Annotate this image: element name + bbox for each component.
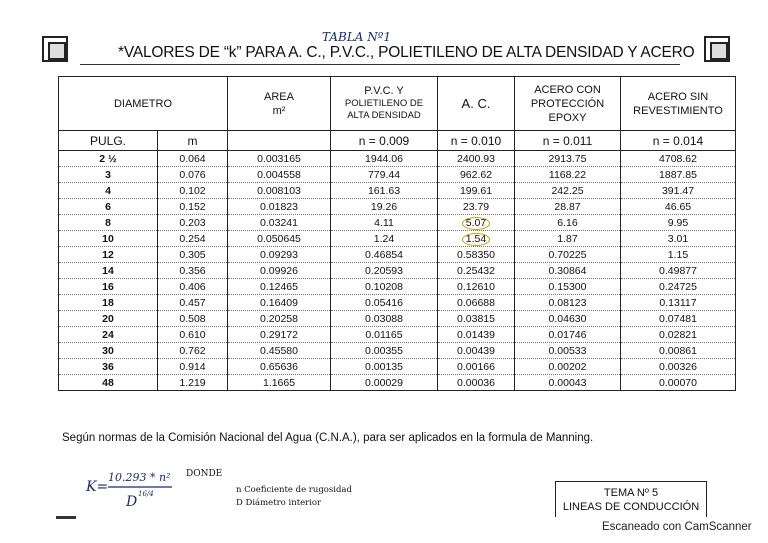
cell-acero-sin: 0.24725 [621, 279, 736, 295]
cell-acero-con: 0.15300 [515, 279, 621, 295]
cell-acero-sin: 9.95 [621, 215, 736, 231]
cell-pulg: 2 ½ [59, 151, 158, 167]
cell-pvc: 0.01165 [331, 327, 438, 343]
cell-area: 0.050645 [228, 231, 331, 247]
cell-pvc: 0.46854 [331, 247, 438, 263]
cell-area: 0.008103 [228, 183, 331, 199]
formula-numerator: 10.293 * n² [108, 471, 171, 484]
cell-m: 0.102 [158, 183, 228, 199]
cell-pvc: 161.63 [331, 183, 438, 199]
cell-ac: 0.00166 [438, 359, 515, 375]
title-underline [80, 64, 680, 65]
subheader-n-acero-con: n = 0.011 [515, 131, 621, 151]
formula-lhs: K= [86, 479, 109, 495]
cell-pulg: 12 [59, 247, 158, 263]
cell-acero-con: 242.25 [515, 183, 621, 199]
cell-acero-con: 2913.75 [515, 151, 621, 167]
cell-m: 0.762 [158, 343, 228, 359]
cell-acero-con: 0.01746 [515, 327, 621, 343]
cell-pvc: 0.00029 [331, 375, 438, 391]
cell-acero-sin: 46.65 [621, 199, 736, 215]
cell-acero-con: 0.00202 [515, 359, 621, 375]
cell-m: 0.076 [158, 167, 228, 183]
cell-acero-con: 28.87 [515, 199, 621, 215]
cell-m: 0.152 [158, 199, 228, 215]
cell-ac: 0.25432 [438, 263, 515, 279]
definition-d: D Diámetro interior [236, 498, 322, 508]
cell-acero-sin: 3.01 [621, 231, 736, 247]
cell-m: 0.610 [158, 327, 228, 343]
cell-pulg: 10 [59, 231, 158, 247]
cell-ac: 2400.93 [438, 151, 515, 167]
formula-exponent: 16/4 [138, 490, 154, 498]
cell-ac: 0.12610 [438, 279, 515, 295]
table-row [59, 167, 736, 183]
subheader-n-acero-sin: n = 0.014 [621, 131, 736, 151]
header-diametro: DIAMETRO [59, 77, 228, 131]
table-row [59, 247, 736, 263]
subheader-blank [228, 131, 331, 151]
header-acero-con: ACERO CON PROTECCIÓN EPOXY [515, 77, 621, 131]
tema-subject: LINEAS DE CONDUCCIÓN [562, 501, 700, 513]
cell-pvc: 0.00355 [331, 343, 438, 359]
table-row [59, 311, 736, 327]
cell-pvc: 0.00135 [331, 359, 438, 375]
cell-acero-sin: 4708.62 [621, 151, 736, 167]
cell-ac: 0.00439 [438, 343, 515, 359]
left-corner-icon [42, 36, 68, 62]
table-row [59, 295, 736, 311]
cell-m: 0.457 [158, 295, 228, 311]
subheader-n-pvc: n = 0.009 [331, 131, 438, 151]
k-values-table [58, 76, 736, 391]
table-row [59, 183, 736, 199]
cell-area: 0.09293 [228, 247, 331, 263]
circled-value: 5.07 [462, 217, 490, 230]
cell-pvc: 1944.06 [331, 151, 438, 167]
cell-ac: 0.01439 [438, 327, 515, 343]
page-title: *VALORES DE “k” PARA A. C., P.V.C., POLIETILENO DE ALTA DENSIDAD Y ACERO [118, 44, 695, 61]
tema-number: TEMA Nº 5 [603, 487, 659, 499]
cell-acero-sin: 1887.85 [621, 167, 736, 183]
cell-acero-con: 0.70225 [515, 247, 621, 263]
cell-acero-sin: 0.13117 [621, 295, 736, 311]
cell-area: 0.16409 [228, 295, 331, 311]
variable-definitions [236, 484, 352, 510]
cell-ac: 0.06688 [438, 295, 515, 311]
cell-area: 0.004558 [228, 167, 331, 183]
cell-area: 0.09926 [228, 263, 331, 279]
circled-value: 1.54 [462, 233, 490, 246]
cell-m: 0.064 [158, 151, 228, 167]
cell-acero-sin: 391.47 [621, 183, 736, 199]
cell-acero-sin: 1.15 [621, 247, 736, 263]
table-row [59, 359, 736, 375]
cna-note: Según normas de la Comisión Nacional del Agua (C.N.A.), para ser aplicados en la formula de Manning. [62, 432, 594, 444]
cell-m: 0.305 [158, 247, 228, 263]
cell-m: 0.356 [158, 263, 228, 279]
subheader-row [59, 131, 736, 151]
cell-ac: 23.79 [438, 199, 515, 215]
cell-pulg: 24 [59, 327, 158, 343]
cell-m: 1.219 [158, 375, 228, 391]
scan-edge-mark [56, 516, 76, 519]
cell-pvc: 0.20593 [331, 263, 438, 279]
subheader-m: m [158, 131, 228, 151]
cell-m: 0.914 [158, 359, 228, 375]
cell-area: 0.29172 [228, 327, 331, 343]
handwritten-header: TABLA Nº1 [322, 30, 392, 44]
cell-pvc: 0.03088 [331, 311, 438, 327]
cell-pulg: 30 [59, 343, 158, 359]
scanner-watermark: Escaneado con CamScanner [602, 521, 752, 533]
cell-area: 0.003165 [228, 151, 331, 167]
formula-denominator: D [126, 494, 138, 510]
tema-box [555, 481, 707, 517]
cell-pvc: 0.05416 [331, 295, 438, 311]
cell-acero-sin: 0.07481 [621, 311, 736, 327]
header-row [59, 77, 736, 131]
cell-area: 0.03241 [228, 215, 331, 231]
header-ac: A. C. [438, 77, 515, 131]
cell-pvc: 19.26 [331, 199, 438, 215]
table-row [59, 279, 736, 295]
cell-area: 0.45580 [228, 343, 331, 359]
cell-ac: 199.61 [438, 183, 515, 199]
table-row [59, 231, 736, 247]
cell-ac [438, 231, 515, 247]
header-pvc: P.V.C. Y POLIETILENO DE ALTA DENSIDAD [331, 77, 438, 131]
cell-acero-con: 0.30864 [515, 263, 621, 279]
cell-ac [438, 215, 515, 231]
table-row [59, 199, 736, 215]
cell-m: 0.406 [158, 279, 228, 295]
cell-acero-con: 1168.22 [515, 167, 621, 183]
cell-area: 0.65636 [228, 359, 331, 375]
cell-acero-con: 0.08123 [515, 295, 621, 311]
subheader-pulg: PULG. [59, 131, 158, 151]
cell-m: 0.254 [158, 231, 228, 247]
cell-acero-con: 6.16 [515, 215, 621, 231]
header-area: AREA m² [228, 77, 331, 131]
table-row [59, 375, 736, 391]
table-row [59, 263, 736, 279]
cell-pulg: 3 [59, 167, 158, 183]
cell-pvc: 4.11 [331, 215, 438, 231]
cell-pvc: 779.44 [331, 167, 438, 183]
right-corner-icon [704, 36, 730, 62]
cell-area: 1.1665 [228, 375, 331, 391]
table-row [59, 343, 736, 359]
cell-pvc: 0.10208 [331, 279, 438, 295]
cell-ac: 0.58350 [438, 247, 515, 263]
cell-pulg: 14 [59, 263, 158, 279]
table-row [59, 327, 736, 343]
header-acero-sin: ACERO SIN REVESTIMIENTO [621, 77, 736, 131]
cell-ac: 0.00036 [438, 375, 515, 391]
cell-acero-sin: 0.00326 [621, 359, 736, 375]
cell-acero-con: 1.87 [515, 231, 621, 247]
cell-acero-sin: 0.00861 [621, 343, 736, 359]
cell-pulg: 8 [59, 215, 158, 231]
cell-pulg: 16 [59, 279, 158, 295]
cell-m: 0.508 [158, 311, 228, 327]
donde-label: DONDE [186, 469, 223, 479]
cell-area: 0.12465 [228, 279, 331, 295]
cell-pulg: 6 [59, 199, 158, 215]
cell-pulg: 18 [59, 295, 158, 311]
table-row [59, 215, 736, 231]
cell-pulg: 48 [59, 375, 158, 391]
cell-area: 0.20258 [228, 311, 331, 327]
cell-m: 0.203 [158, 215, 228, 231]
subheader-n-ac: n = 0.010 [438, 131, 515, 151]
cell-pulg: 20 [59, 311, 158, 327]
cell-acero-sin: 0.49877 [621, 263, 736, 279]
cell-acero-sin: 0.00070 [621, 375, 736, 391]
cell-area: 0.01823 [228, 199, 331, 215]
cell-pulg: 36 [59, 359, 158, 375]
cell-ac: 0.03815 [438, 311, 515, 327]
cell-pulg: 4 [59, 183, 158, 199]
cell-acero-sin: 0.02821 [621, 327, 736, 343]
cell-acero-con: 0.00533 [515, 343, 621, 359]
cell-acero-con: 0.00043 [515, 375, 621, 391]
cell-pvc: 1.24 [331, 231, 438, 247]
definition-n: n Coeficiente de rugosidad [236, 485, 352, 495]
cell-ac: 962.62 [438, 167, 515, 183]
table-row [59, 151, 736, 167]
cell-acero-con: 0.04630 [515, 311, 621, 327]
